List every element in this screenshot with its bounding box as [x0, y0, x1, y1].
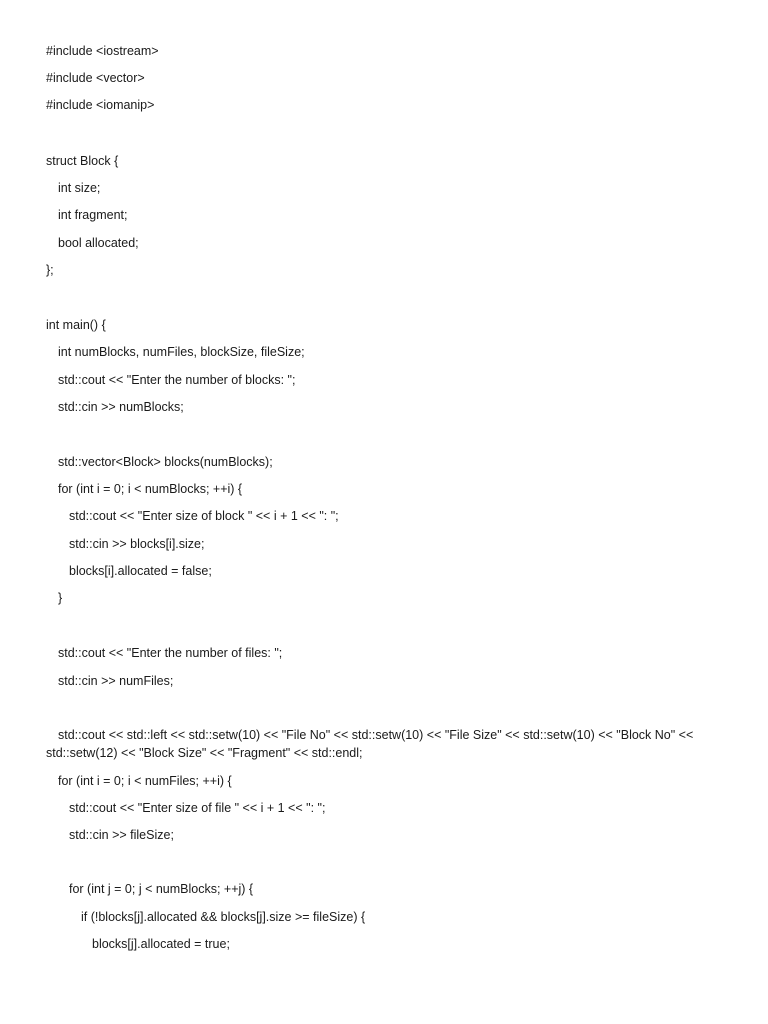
code-line-cin-file-size: std::cin >> fileSize; [69, 828, 174, 842]
code-line-for-inner: for (int j = 0; j < numBlocks; ++j) { [69, 882, 254, 896]
code-line-prompt-block-size: std::cout << "Enter size of block " << i + 1 << ": "; [69, 509, 339, 523]
code-line-cin-files: std::cin >> numFiles; [58, 674, 174, 688]
code-line-allocated-false: blocks[i].allocated = false; [69, 564, 212, 578]
code-line-allocated-true: blocks[j].allocated = true; [92, 937, 230, 951]
code-line-for-blocks: for (int i = 0; i < numBlocks; ++i) { [58, 482, 243, 496]
code-line-struct-block: struct Block { [46, 154, 119, 168]
code-line-if-fits: if (!blocks[j].allocated && blocks[j].size >= fileSize) { [81, 910, 366, 924]
code-line-main: int main() { [46, 318, 106, 332]
code-line-int-size: int size; [58, 181, 101, 195]
code-line-vector-blocks: std::vector<Block> blocks(numBlocks); [58, 455, 273, 469]
code-line-int-fragment: int fragment; [58, 208, 128, 222]
code-line-for-files: for (int i = 0; i < numFiles; ++i) { [58, 774, 232, 788]
code-line-include-iomanip: #include <iomanip> [46, 98, 155, 112]
code-line-cin-blocks: std::cin >> numBlocks; [58, 400, 184, 414]
code-line-declarations: int numBlocks, numFiles, blockSize, fileSize; [58, 345, 305, 359]
code-line-bool-allocated: bool allocated; [58, 236, 139, 250]
code-line-prompt-files: std::cout << "Enter the number of files: "; [58, 646, 283, 660]
code-line-for-close: } [58, 591, 63, 605]
code-line-header-output: std::cout << std::left << std::setw(10) << "File No" << std::setw(10) << "File Size" << std::setw(10) << "Block No" << std::setw(12) << "Block Size" << "Fragment" << std::endl; [46, 728, 697, 760]
code-line-cin-block-size: std::cin >> blocks[i].size; [69, 537, 205, 551]
code-line-include-vector: #include <vector> [46, 71, 145, 85]
code-line-include-iostream: #include <iostream> [46, 44, 159, 58]
code-line-struct-close: }; [46, 263, 54, 277]
code-line-prompt-file-size: std::cout << "Enter size of file " << i + 1 << ": "; [69, 801, 326, 815]
code-line-prompt-blocks: std::cout << "Enter the number of blocks: "; [58, 373, 296, 387]
